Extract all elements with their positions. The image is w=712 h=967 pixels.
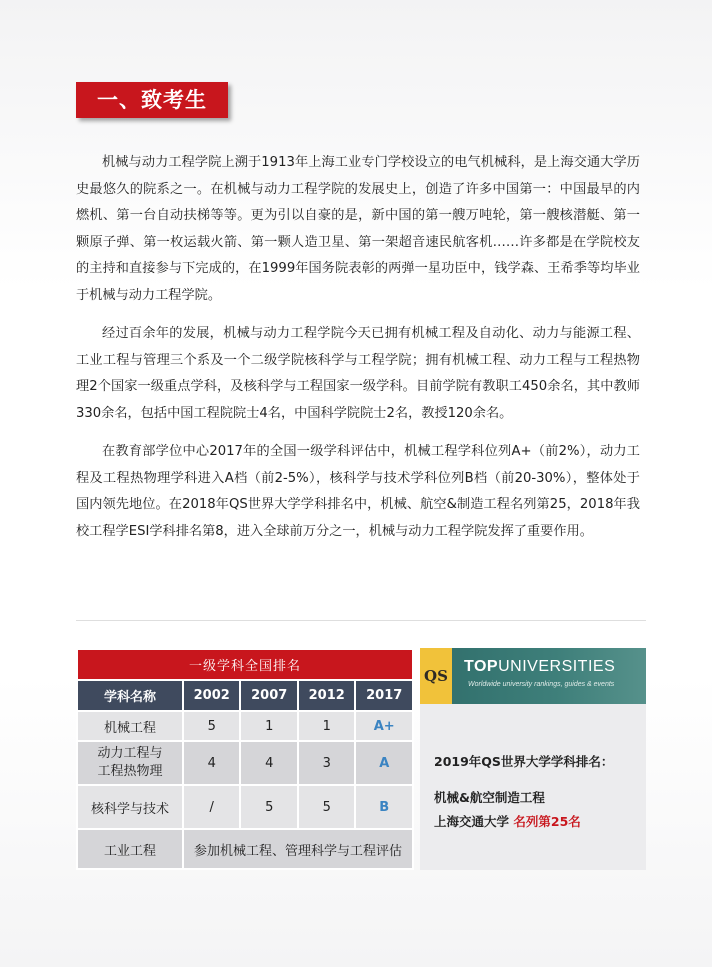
qs-brand-rest: UNIVERSITIES xyxy=(498,658,616,675)
rank-cell: 5 xyxy=(183,711,240,741)
subject-line-2: 工程热物理 xyxy=(97,764,163,779)
grade-cell: B xyxy=(355,785,413,829)
paragraph-2: 经过百余年的发展，机械与动力工程学院今天已拥有机械工程及自动化、动力与能源工程、工业工程与管理三个系及一个二级学院核科学与工程学院；拥有机械工程、动力工程与工程热物理2个国家一级重点学科，及核科学与工程国家一级学科。目前学院有教职工450余名，其中教师330余名，包括中国工程院院士4名，中国科学院院士2名，教授120余名。 xyxy=(76,326,640,421)
subject-cell: 机械工程 xyxy=(77,711,183,741)
qs-university: 上海交通大学 xyxy=(434,814,510,829)
col-header-2002: 2002 xyxy=(183,680,240,711)
qs-brand-top: TOP xyxy=(464,658,499,675)
qs-ranking-panel xyxy=(420,648,646,870)
qs-ranking-title: 2019年QS世界大学学科排名： xyxy=(434,754,614,769)
grade-cell: A xyxy=(355,741,413,785)
paragraph-3: 在教育部学位中心2017年的全国一级学科评估中，机械工程学科位列A+（前2%），动力工程及工程热物理学科进入A档（前2-5%），核科学与技术学科位列B档（前20-30%），整体处于国内领先地位。在2018年QS世界大学学科排名中，机械、航空&制造工程名列第25，2018年我校工程学ESI学科排名第8，进入全球前万分之一，机械与动力工程学院发挥了重要作用。 xyxy=(76,444,640,539)
subject-cell: 核科学与技术 xyxy=(77,785,183,829)
table-row xyxy=(77,785,413,829)
rank-cell: 5 xyxy=(240,785,297,829)
col-header-2007: 2007 xyxy=(240,680,297,711)
table-row xyxy=(77,741,413,785)
paragraph-1: 机械与动力工程学院上溯于1913年上海工业专门学校设立的电气机械科，是上海交通大学历史最悠久的院系之一。在机械与动力工程学院的发展史上，创造了许多中国第一：中国最早的内燃机、第一台自动扶梯等等。更为引以自豪的是，新中国的第一艘万吨轮，第一艘核潜艇、第一颗原子弹、第一枚运载火箭、第一颗人造卫星、第一架超音速民航客机……许多都是在学院校友的主持和直接参与下完成的，在1999年国务院表彰的两弹一星功臣中，钱学森、王希季等均毕业于机械与动力工程学院。 xyxy=(76,155,640,303)
qs-tagline: Worldwide university rankings, guides & events xyxy=(468,681,615,688)
rank-cell: 4 xyxy=(240,741,297,785)
qs-result xyxy=(434,812,581,830)
col-header-2012: 2012 xyxy=(298,680,355,711)
rank-cell: 4 xyxy=(183,741,240,785)
qs-brand-name xyxy=(464,658,615,676)
col-header-2017: 2017 xyxy=(355,680,413,711)
rank-cell: 3 xyxy=(298,741,355,785)
rank-cell: 1 xyxy=(298,711,355,741)
rank-cell: 5 xyxy=(298,785,355,829)
qs-banner xyxy=(420,648,646,704)
rank-cell: / xyxy=(183,785,240,829)
qs-logo xyxy=(420,648,452,704)
table-row xyxy=(77,829,413,869)
rank-cell: 1 xyxy=(240,711,297,741)
col-header-subject: 学科名称 xyxy=(77,680,183,711)
note-cell: 参加机械工程、管理科学与工程评估 xyxy=(183,829,413,869)
section-divider xyxy=(76,620,646,621)
table-caption: 一级学科全国排名 xyxy=(77,649,413,680)
grade-cell: A+ xyxy=(355,711,413,741)
qs-subject: 机械&航空制造工程 xyxy=(434,790,545,805)
qs-logo-text: QS xyxy=(424,667,448,685)
intro-text xyxy=(76,150,640,557)
section-title: 一、致考生 xyxy=(76,82,228,118)
ranking-table xyxy=(76,648,414,870)
table-row xyxy=(77,711,413,741)
qs-rank-highlight: 名列第25名 xyxy=(513,814,581,829)
subject-cell: 工业工程 xyxy=(77,829,183,869)
subject-cell xyxy=(77,741,183,785)
subject-line-1: 动力工程与 xyxy=(97,746,163,761)
